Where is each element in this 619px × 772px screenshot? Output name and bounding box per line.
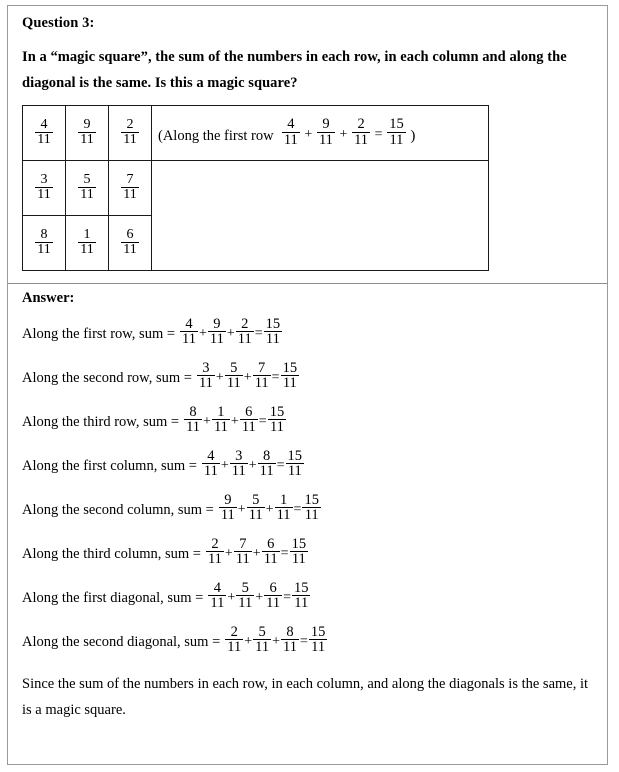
magic-cell-r1c2 — [66, 105, 109, 160]
fraction — [180, 317, 198, 348]
calculation-expression — [205, 537, 309, 568]
first-row-note-cell — [152, 105, 489, 160]
fraction-numerator: 4 — [287, 116, 295, 133]
fraction-numerator: 3 — [235, 447, 243, 464]
fraction-numerator: 7 — [258, 359, 266, 376]
equals-operator: = — [293, 502, 302, 518]
fraction — [281, 625, 299, 656]
conclusion-text: Since the sum of the numbers in each row, in each column, and along the diagonals is the same, it is a magic square. — [22, 675, 589, 718]
fraction-numerator: 6 — [245, 403, 253, 420]
magic-cell-r1c1 — [23, 105, 66, 160]
fraction-denominator: 11 — [248, 507, 263, 524]
fraction-denominator: 11 — [255, 639, 270, 656]
fraction — [225, 361, 243, 392]
fraction-numerator: 8 — [189, 403, 197, 420]
fraction — [275, 493, 293, 524]
fraction-denominator: 11 — [237, 331, 252, 348]
fraction-numerator: 4 — [213, 579, 221, 596]
magic-square-table — [22, 105, 489, 271]
calculation-label: Along the first diagonal, sum = — [22, 590, 204, 607]
fraction-numerator: 7 — [126, 171, 134, 187]
fraction — [212, 405, 230, 436]
fraction-denominator: 11 — [207, 551, 222, 568]
plus-operator: + — [304, 127, 313, 143]
fraction — [197, 361, 215, 392]
fraction — [309, 625, 328, 656]
equals-operator: = — [299, 634, 308, 650]
equals-operator: = — [280, 546, 289, 562]
fraction-numerator: 15 — [389, 116, 404, 133]
fraction — [302, 493, 321, 524]
fraction-denominator: 11 — [37, 132, 51, 147]
fraction — [268, 405, 287, 436]
fraction — [234, 537, 252, 568]
equals-operator: = — [374, 127, 383, 143]
fraction-denominator: 11 — [263, 551, 278, 568]
fraction-denominator: 11 — [123, 132, 137, 147]
fraction-numerator: 3 — [202, 359, 210, 376]
calculation-expression — [183, 405, 287, 436]
plus-operator: + — [224, 546, 233, 562]
fraction — [206, 537, 224, 568]
fraction-numerator: 4 — [40, 116, 48, 132]
plus-operator: + — [339, 127, 348, 143]
fraction-numerator: 15 — [293, 579, 309, 596]
calculation-label: Along the first column, sum = — [22, 458, 197, 475]
calculation-line — [22, 405, 593, 449]
calculation-line — [22, 317, 593, 361]
calculation-expression — [196, 361, 300, 392]
fraction-denominator: 11 — [213, 419, 228, 436]
fraction-denominator: 11 — [241, 419, 256, 436]
fraction-denominator: 11 — [210, 595, 225, 612]
fraction-denominator: 11 — [80, 187, 94, 202]
fraction-numerator: 9 — [224, 491, 232, 508]
fraction-numerator: 7 — [239, 535, 247, 552]
fraction — [264, 581, 282, 612]
calculation-label: Along the first row, sum = — [22, 326, 176, 343]
calculation-line — [22, 449, 593, 493]
fraction — [78, 118, 95, 148]
fraction-numerator: 15 — [287, 447, 303, 464]
fraction-numerator: 4 — [185, 315, 193, 332]
fraction-denominator: 11 — [387, 132, 406, 148]
fraction-denominator: 11 — [37, 242, 51, 257]
calculation-expression — [207, 581, 311, 612]
fraction-denominator: 11 — [286, 463, 305, 479]
calculation-line — [22, 625, 593, 669]
fraction-numerator: 6 — [269, 579, 277, 596]
fraction-denominator: 11 — [220, 507, 235, 524]
plus-operator: + — [237, 502, 246, 518]
magic-square-container — [8, 105, 607, 271]
fraction — [262, 537, 280, 568]
answer-label: Answer: — [22, 289, 75, 306]
magic-cell-r1c3 — [109, 105, 152, 160]
fraction-denominator: 11 — [318, 132, 333, 148]
question-label: Question 3: — [22, 15, 95, 31]
fraction — [317, 117, 335, 148]
fraction-numerator: 8 — [40, 226, 48, 242]
fraction-denominator: 11 — [283, 132, 298, 148]
fraction-denominator: 11 — [259, 463, 274, 480]
fraction-denominator: 11 — [309, 639, 328, 655]
equals-operator: = — [283, 590, 291, 606]
plus-operator: + — [265, 502, 274, 518]
plus-operator: + — [243, 370, 252, 386]
equals-operator: = — [254, 326, 263, 342]
plus-operator: + — [252, 546, 261, 562]
fraction — [352, 117, 370, 148]
calculation-label: Along the second row, sum = — [22, 370, 192, 387]
fraction-numerator: 3 — [40, 171, 48, 187]
calculation-expression — [179, 317, 283, 348]
magic-cell-r2c3 — [109, 160, 152, 215]
question-section — [8, 6, 607, 96]
fraction-denominator: 11 — [264, 331, 283, 347]
fraction-numerator: 15 — [310, 623, 326, 640]
fraction-denominator: 11 — [276, 507, 291, 524]
fraction-numerator: 1 — [217, 403, 225, 420]
table-row — [23, 105, 489, 160]
fraction-numerator: 2 — [241, 315, 249, 332]
calculation-label: Along the second column, sum = — [22, 502, 214, 519]
magic-cell-r3c3 — [109, 215, 152, 270]
fraction — [121, 173, 138, 203]
equals-operator: = — [276, 458, 285, 474]
plus-operator: + — [215, 370, 224, 386]
fraction — [208, 581, 226, 612]
fraction-denominator: 11 — [281, 375, 300, 391]
fraction-denominator: 11 — [186, 419, 201, 436]
fraction — [292, 581, 311, 612]
fraction — [35, 228, 52, 258]
fraction-numerator: 6 — [126, 226, 134, 242]
fraction-denominator: 11 — [283, 639, 297, 656]
question-text: In a “magic square”, the sum of the numbers in each row, in each column and along the diagonal is the same. Is this a magic square? — [22, 48, 567, 91]
fraction — [78, 173, 95, 203]
fraction-numerator: 5 — [241, 579, 249, 596]
fraction-denominator: 11 — [231, 463, 246, 480]
fraction-denominator: 11 — [266, 595, 281, 612]
fraction-numerator: 6 — [267, 535, 275, 552]
fraction-denominator: 11 — [226, 375, 241, 392]
calculation-expression — [224, 625, 328, 656]
answer-section — [8, 284, 607, 723]
plus-operator: + — [230, 414, 239, 430]
plus-operator: + — [272, 634, 281, 650]
fraction-numerator: 2 — [357, 116, 365, 133]
fraction-denominator: 11 — [302, 507, 321, 523]
fraction-denominator: 11 — [254, 375, 269, 392]
plus-operator: + — [244, 634, 253, 650]
fraction-numerator: 15 — [291, 535, 307, 552]
fraction-denominator: 11 — [227, 639, 242, 656]
fraction-numerator: 5 — [258, 623, 266, 640]
fraction-denominator: 11 — [182, 331, 196, 348]
fraction-numerator: 2 — [230, 623, 238, 640]
calculation-expression — [218, 493, 322, 524]
fraction-denominator: 11 — [238, 595, 253, 612]
fraction — [387, 117, 406, 148]
fraction-denominator: 11 — [268, 419, 287, 435]
fraction — [286, 449, 305, 480]
fraction — [202, 449, 220, 480]
fraction-numerator: 15 — [304, 491, 319, 508]
calculation-line — [22, 361, 593, 405]
fraction — [208, 317, 226, 348]
fraction — [236, 581, 254, 612]
fraction — [184, 405, 202, 436]
fraction — [236, 317, 254, 348]
fraction — [253, 625, 271, 656]
fraction-numerator: 5 — [83, 171, 91, 187]
fraction-numerator: 5 — [230, 359, 238, 376]
plus-operator: + — [226, 326, 235, 342]
calculation-list — [22, 317, 593, 669]
calculation-label: Along the second diagonal, sum = — [22, 634, 221, 651]
document-page — [7, 5, 608, 765]
fraction — [35, 173, 52, 203]
fraction-denominator: 11 — [354, 132, 369, 148]
fraction-denominator: 11 — [209, 331, 224, 348]
note-lead-text: (Along the first row — [158, 127, 274, 144]
magic-cell-r2c1 — [23, 160, 66, 215]
fraction-numerator: 9 — [213, 315, 221, 332]
fraction — [35, 118, 52, 148]
fraction-numerator: 4 — [207, 447, 215, 464]
fraction-numerator: 15 — [269, 403, 285, 420]
magic-cell-r3c2 — [66, 215, 109, 270]
plus-operator: + — [255, 590, 264, 606]
fraction-denominator: 11 — [290, 551, 309, 567]
magic-cell-r2c2 — [66, 160, 109, 215]
fraction — [258, 449, 276, 480]
magic-cell-r3c1 — [23, 215, 66, 270]
fraction-denominator: 11 — [37, 187, 51, 202]
fraction-denominator: 11 — [203, 463, 218, 480]
fraction-numerator: 15 — [265, 315, 281, 332]
calculation-expression — [201, 449, 305, 480]
fraction — [230, 449, 248, 480]
calculation-label: Along the third row, sum = — [22, 414, 180, 431]
fraction-denominator: 11 — [235, 551, 250, 568]
fraction-numerator: 8 — [286, 623, 294, 640]
fraction-denominator: 11 — [80, 242, 94, 257]
fraction — [264, 317, 283, 348]
fraction-denominator: 11 — [123, 242, 137, 257]
plus-operator: + — [248, 458, 257, 474]
fraction — [225, 625, 243, 656]
plus-operator: + — [220, 458, 229, 474]
fraction-numerator: 9 — [83, 116, 91, 132]
fraction-numerator: 5 — [252, 491, 260, 508]
fraction-numerator: 2 — [126, 116, 134, 132]
fraction — [219, 493, 237, 524]
closing-paren: ) — [410, 128, 416, 145]
fraction — [247, 493, 265, 524]
fraction-denominator: 11 — [123, 187, 137, 202]
calculation-line — [22, 493, 593, 537]
calculation-line — [22, 537, 593, 581]
plus-operator: + — [203, 414, 211, 430]
equals-operator: = — [271, 370, 280, 386]
fraction-numerator: 9 — [322, 116, 330, 133]
calculation-line — [22, 581, 593, 625]
fraction-denominator: 11 — [292, 595, 311, 611]
fraction-numerator: 1 — [279, 491, 288, 508]
fraction-numerator: 15 — [282, 359, 298, 376]
fraction — [290, 537, 309, 568]
fraction-numerator: 8 — [263, 447, 271, 464]
fraction — [282, 117, 300, 148]
equals-operator: = — [258, 414, 267, 430]
fraction — [121, 118, 138, 148]
plus-operator: + — [227, 590, 236, 606]
fraction — [281, 361, 300, 392]
table-row — [23, 160, 489, 215]
fraction — [240, 405, 258, 436]
calculation-label: Along the third column, sum = — [22, 546, 201, 563]
plus-operator: + — [199, 326, 207, 342]
magic-square-body — [23, 105, 489, 270]
fraction-denominator: 11 — [80, 132, 94, 147]
fraction — [121, 228, 138, 258]
fraction-denominator: 11 — [198, 375, 213, 392]
fraction — [253, 361, 271, 392]
fraction-numerator: 1 — [83, 226, 91, 242]
fraction-numerator: 2 — [211, 535, 219, 552]
fraction — [78, 228, 95, 258]
empty-note-cell — [152, 160, 489, 270]
